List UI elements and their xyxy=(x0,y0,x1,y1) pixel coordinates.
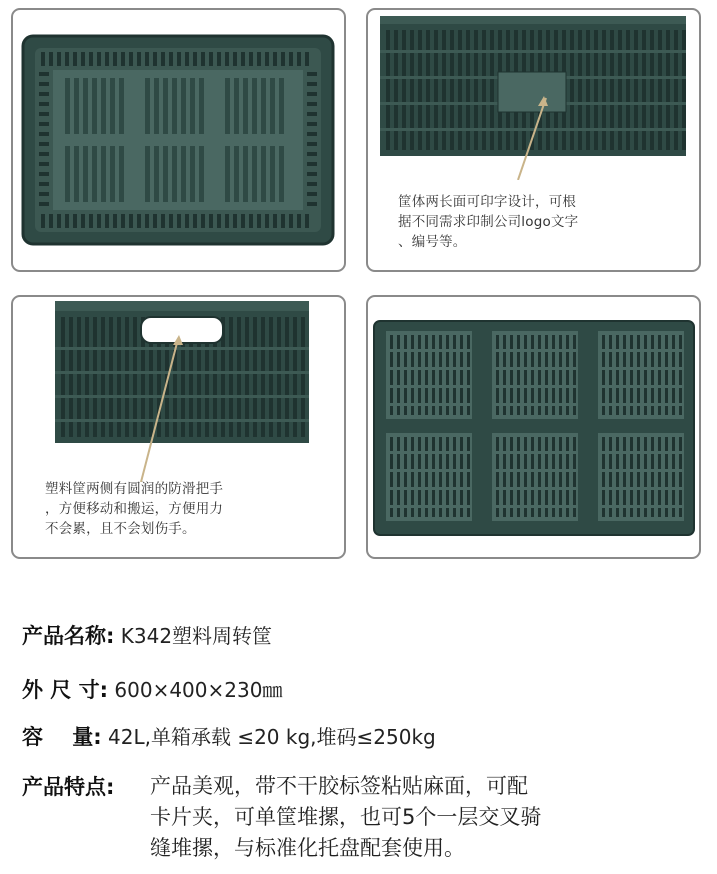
spec-value: K342塑料周转筐 xyxy=(120,624,273,648)
caption-line: 、编号等。 xyxy=(398,234,467,250)
spec-outer-size xyxy=(22,674,282,704)
caption-line: 塑料筐两侧有圆润的防滑把手 xyxy=(45,481,224,497)
long-side-caption xyxy=(398,192,678,252)
short-side-caption xyxy=(45,479,335,539)
feature-line: 缝堆摞，与标准化托盘配套使用。 xyxy=(150,836,465,860)
spec-label: 外 尺 寸: xyxy=(22,678,109,702)
feature-line: 产品美观，带不干胶标签粘贴麻面，可配 xyxy=(150,774,528,798)
crate-short-side-image xyxy=(13,297,344,482)
caption-line: 不会累，且不会划伤手。 xyxy=(45,521,196,537)
spec-label: 产品特点: xyxy=(22,775,115,799)
photo-panel-bottom-view xyxy=(366,295,701,559)
spec-product-name xyxy=(22,620,272,650)
crate-long-side-image xyxy=(368,10,699,180)
spec-value: 600×400×230㎜ xyxy=(114,678,283,702)
photo-panel-top-view xyxy=(11,8,346,272)
caption-line: 据不同需求印制公司logo文字 xyxy=(398,214,579,230)
spec-capacity xyxy=(22,721,436,751)
crate-bottom-view-image xyxy=(368,297,699,557)
spec-label: 产品名称: xyxy=(22,624,115,648)
spec-features-label-row xyxy=(22,771,114,801)
spec-features-text xyxy=(150,771,695,864)
crate-top-view-image xyxy=(13,10,344,270)
feature-line: 卡片夹，可单筐堆摞，也可5个一层交叉骑 xyxy=(150,805,542,829)
caption-line: 筐体两长面可印字设计，可根 xyxy=(398,194,577,210)
caption-line: ，方便移动和搬运，方便用力 xyxy=(45,501,224,517)
spec-label: 容 量: xyxy=(22,725,102,749)
photo-panel-short-side xyxy=(11,295,346,559)
photo-panel-long-side xyxy=(366,8,701,272)
spec-value: 42L,单箱承载 ≤20 kg,堆码≤250kg xyxy=(108,725,436,749)
